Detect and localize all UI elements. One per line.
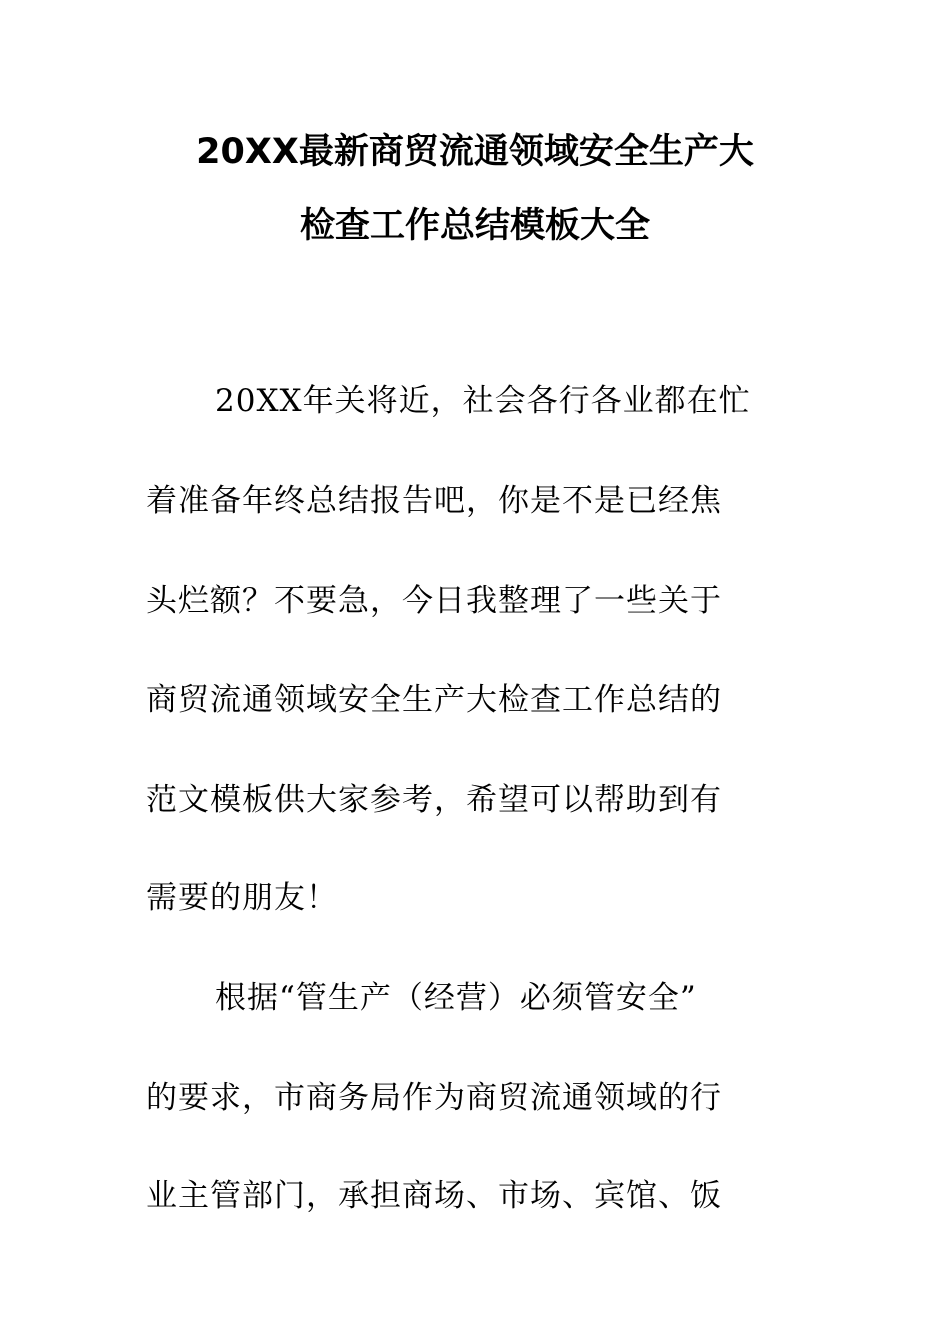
paragraph-1-line-5: 范文模板供大家参考，希望可以帮助到有 [146,782,722,818]
document-title-line-1: 20XX最新商贸流通领域安全生产大 [196,132,754,172]
paragraph-1-line-2: 着准备年终总结报告吧，你是不是已经焦 [146,483,722,519]
paragraph-1-line-1: 20XX年关将近，社会各行各业都在忙 [215,383,751,419]
document-title-line-2: 检查工作总结模板大全 [299,206,650,246]
paragraph-1-line-3: 头烂额？不要急，今日我整理了一些关于 [146,583,722,619]
paragraph-2-line-1: 根据“管生产（经营）必须管安全” [215,980,697,1016]
paragraph-1-line-4: 商贸流通领域安全生产大检查工作总结的 [146,682,722,718]
paragraph-1-line-6: 需要的朋友！ [146,880,338,916]
paragraph-2-line-3: 业主管部门，承担商场、市场、宾馆、饭 [146,1178,722,1214]
paragraph-2-line-2: 的要求，市商务局作为商贸流通领域的行 [146,1080,722,1116]
